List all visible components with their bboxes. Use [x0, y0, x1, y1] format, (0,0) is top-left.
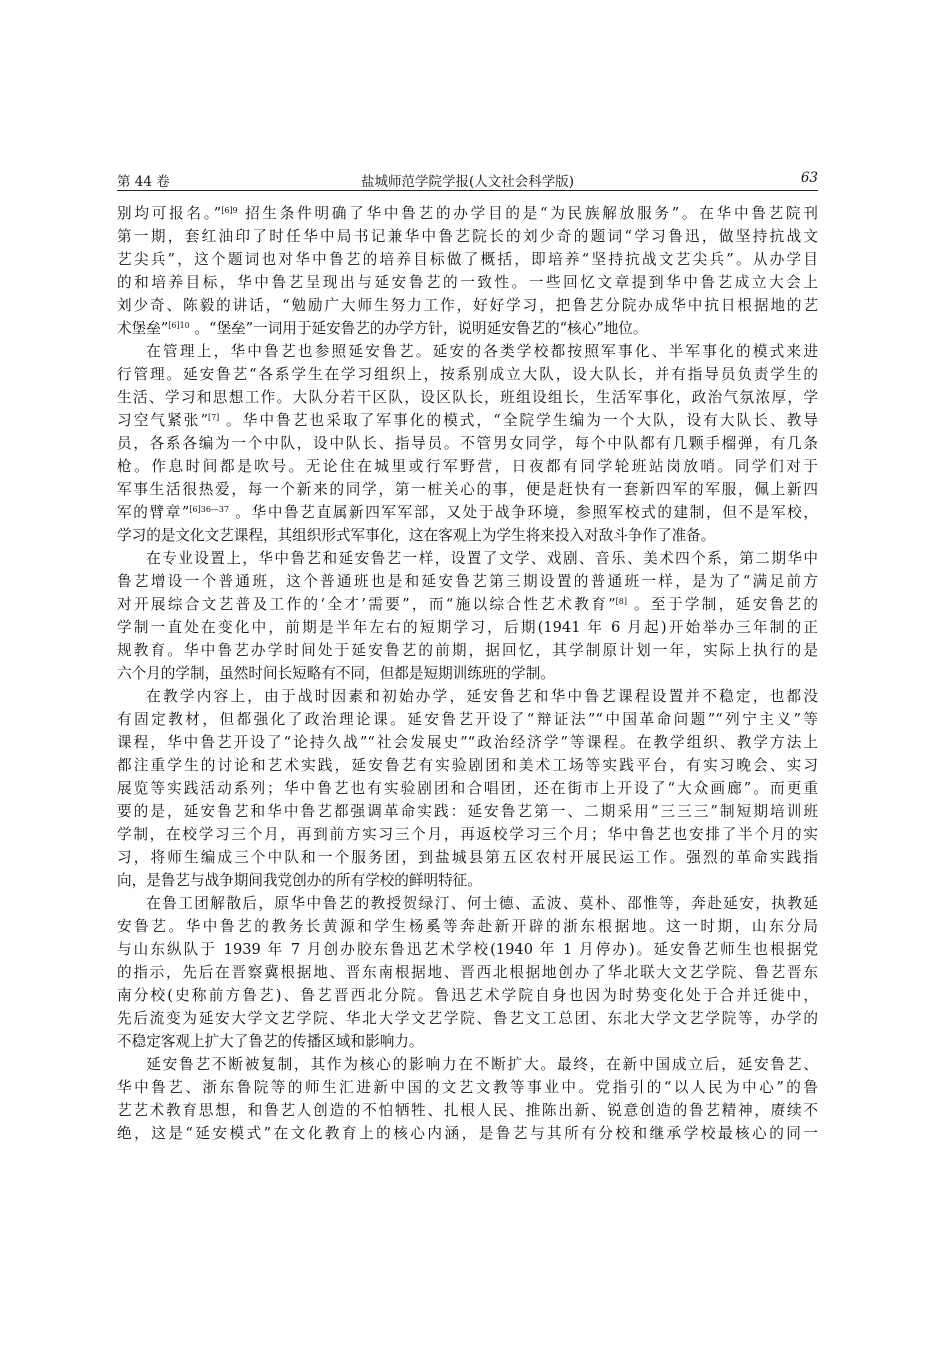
text-line: 南分校(史称前方鲁艺)、鲁艺晋西北分院。鲁迅艺术学院自身也因为时势变化处于合并迁徙中，	[117, 987, 818, 1004]
text-line: 的和培养目标，华中鲁艺呈现出与延安鲁艺的一致性。一些回忆文章提到华中鲁艺成立大会上	[117, 274, 818, 291]
text-line: 术堡垒”$^{[6]10}$ 。“堡垒”一词用于延安鲁艺的办学方针，说明延安鲁艺的“核心”地位。	[117, 320, 648, 337]
citation-marker: [6]10	[168, 321, 190, 330]
citation-marker: [6]36—37	[189, 505, 230, 514]
volume-label: 第 44 卷	[117, 174, 170, 190]
paragraph	[117, 892, 818, 1053]
article-body	[117, 202, 818, 1145]
text-line: 在鲁工团解散后，原华中鲁艺的教授贺绿汀、何士德、孟波、莫朴、邵惟等，奔赴延安，执教延	[146, 895, 818, 912]
text-line: 先后流变为延安大学文艺学院、华北大学文艺学院、鲁艺文工总团、东北大学文艺学院等，办学的	[117, 1010, 818, 1027]
text-line: 安鲁艺。华中鲁艺的教务长黄源和学生杨奚等奔赴新开辟的浙东根据地。这一时期，山东分局	[117, 918, 818, 935]
text-line: 艺尖兵”，这个题词也对华中鲁艺的培养目标做了概括，即培养“坚持抗战文艺尖兵”。从办学目	[117, 251, 818, 268]
text-line: 习，将师生编成三个中队和一个服务团，到盐城县第五区农村开展民运工作。强烈的革命实践指	[117, 849, 818, 866]
citation-marker: [8]	[615, 597, 627, 606]
text-line: 学制一直处在变化中，前期是半年左右的短期学习，后期(1941 年 6 月起)开始举办三年制的正	[117, 619, 818, 636]
citation-marker: [7]	[207, 413, 220, 422]
text-line: 有固定教材，但都强化了政治理论课。延安鲁艺开设了“辩证法”“中国革命问题”“列宁主义”等	[117, 711, 818, 728]
text-line: 在教学内容上，由于战时因素和初始办学，延安鲁艺和华中鲁艺课程设置并不稳定，也都没	[146, 688, 818, 705]
text-line: 刘少奇、陈毅的讲话，“勉励广大师生努力工作，好好学习，把鲁艺分院办成华中抗日根据地的艺	[117, 297, 818, 314]
text-line: 别均可报名。”$^{[6]9}$ 招生条件明确了华中鲁艺的办学目的是“为民族解放服务”。在华中鲁艺院刊	[117, 205, 818, 222]
text-line: 要的是，延安鲁艺和华中鲁艺都强调革命实践：延安鲁艺第一、二期采用“三三三”制短期培训班	[117, 803, 818, 820]
text-line: 在专业设置上，华中鲁艺和延安鲁艺一样，设置了文学、戏剧、音乐、美术四个系，第二期华中	[146, 550, 818, 567]
text-line: 的指示，先后在晋察冀根据地、晋东南根据地、晋西北根据地创办了华北联大文艺学院、鲁艺晋东	[117, 964, 818, 981]
text-line: 六个月的学制，虽然时间长短略有不同，但都是短期训练班的学制。	[117, 665, 555, 682]
text-line: 军事生活很热爱，每一个新来的同学，第一桩关心的事，便是赶快有一套新四军的军服，佩上新四	[117, 481, 818, 498]
text-line: 延安鲁艺不断被复制，其作为核心的影响力在不断扩大。最终，在新中国成立后，延安鲁艺、	[146, 1056, 818, 1073]
running-header	[117, 166, 818, 191]
text-line: 第一期，套红油印了时任华中局书记兼华中鲁艺院长的刘少奇的题词“学习鲁迅，做坚持抗战文	[117, 228, 818, 245]
text-line: 都注重学生的讨论和艺术实践，延安鲁艺有实验剧团和美术工场等实践平台，有实习晚会、实习	[117, 757, 818, 774]
paragraph	[117, 1053, 818, 1145]
text-line: 习空气紧张”[7] 。华中鲁艺也采取了军事化的模式，“全院学生编为一个大队，设有大队长、教导	[117, 412, 818, 429]
text-line: 行管理。延安鲁艺“各系学生在学习组织上，按系别成立大队，设大队长，并有指导员负责学生的	[117, 366, 818, 383]
text-line: 与山东纵队于 1939 年 7 月创办胶东鲁迅艺术学校(1940 年 1 月停办)。延安鲁艺师生也根据党	[117, 941, 818, 958]
text-line: 在管理上，华中鲁艺也参照延安鲁艺。延安的各类学校都按照军事化、半军事化的模式来进	[146, 343, 818, 360]
text-line: 绝，这是“延安模式”在文化教育上的核心内涵，是鲁艺与其所有分校和继承学校最核心的同一	[117, 1125, 818, 1142]
text-line: 学制，在校学习三个月，再到前方实习三个月，再返校学习三个月；华中鲁艺也安排了半个月的实	[117, 826, 818, 843]
text-line: 枪。作息时间都是吹号。无论住在城里或行军野营，日夜都有同学轮班站岗放哨。同学们对于	[117, 458, 818, 475]
text-line: 生活、学习和思想工作。大队分若干区队，设区队长，班组设组长，生活军事化，政治气氛浓厚，学	[117, 389, 818, 406]
text-line: 艺艺术教育思想，和鲁艺人创造的不怕牺牲、扎根人民、推陈出新、锐意创造的鲁艺精神，赓续不	[117, 1102, 818, 1119]
text-line: 员，各系各编为一个中队，设中队长、指导员。不管男女同学，每个中队都有几颗手榴弹，有几条	[117, 435, 818, 452]
citation-marker: [6]9	[221, 206, 238, 215]
paragraph	[117, 340, 818, 547]
text-line: 军的臂章”$^{[6]36—37}$ 。华中鲁艺直属新四军军部，又处于战争环境，参照军校式的建制，但不是军校，	[117, 504, 818, 521]
paragraph	[117, 547, 818, 685]
text-line: 学习的是文化文艺课程，其组织形式军事化，这在客观上为学生将来投入对敌斗争作了准备。	[117, 527, 716, 544]
text-line: 课程，华中鲁艺开设了“论持久战”“社会发展史”“政治经济学”等课程。在教学组织、教学方法上	[117, 734, 818, 751]
text-line: 华中鲁艺、浙东鲁院等的师生汇进新中国的文艺文教等事业中。党指引的“以人民为中心”的鲁	[117, 1079, 818, 1096]
text-line: 不稳定客观上扩大了鲁艺的传播区域和影响力。	[117, 1033, 424, 1050]
text-line: 向，是鲁艺与战争期间我党创办的所有学校的鲜明特征。	[117, 872, 482, 889]
page-number: 63	[800, 170, 818, 186]
text-line: 对开展综合文艺普及工作的‘全才’需要”，而“施以综合性艺术教育”[8] 。至于学制，延安鲁艺的	[117, 596, 818, 613]
journal-title: 盐城师范学院学报(人文社会科学版)	[360, 174, 575, 190]
text-line: 鲁艺增设一个普通班，这个普通班也是和延安鲁艺第三期设置的普通班一样，是为了“满足前方	[117, 573, 818, 590]
text-line: 展览等实践活动系列；华中鲁艺也有实验剧团和合唱团，还在街市上开设了“大众画廊”。而更重	[117, 780, 818, 797]
paragraph	[117, 685, 818, 892]
paragraph	[117, 202, 818, 340]
text-line: 规教育。华中鲁艺办学时间处于延安鲁艺的前期，据回忆，其学制原计划一年，实际上执行的是	[117, 642, 818, 659]
